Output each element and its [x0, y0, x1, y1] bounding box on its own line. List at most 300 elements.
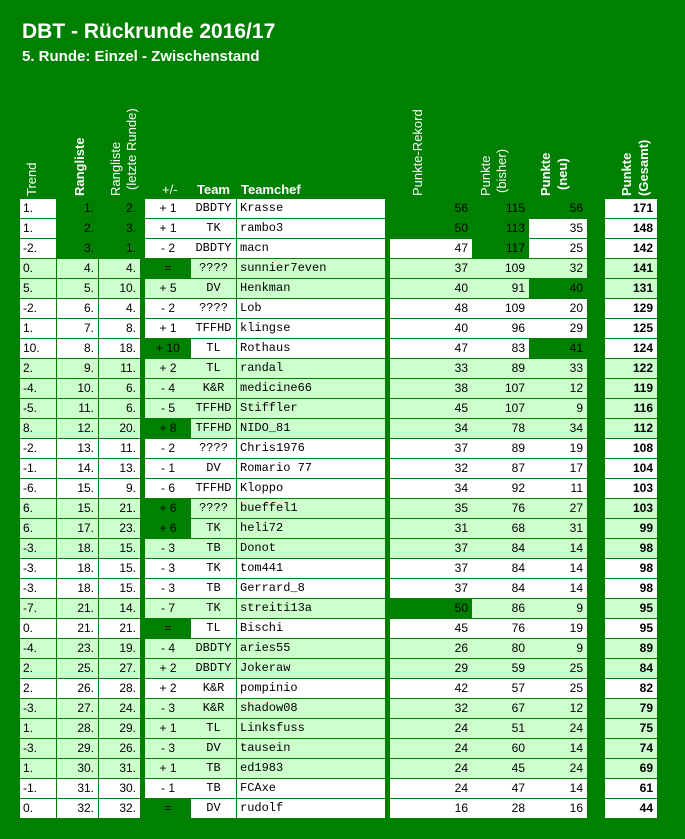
cell-rank: 5. — [57, 279, 98, 298]
cell-trend: 10. — [20, 339, 56, 358]
table-row — [0, 759, 685, 778]
cell-neu: 40 — [529, 279, 587, 298]
cell-last: 29. — [99, 719, 140, 738]
cell-bisher: 89 — [472, 439, 529, 458]
cell-rank: 21. — [57, 619, 98, 638]
cell-team: ???? — [191, 439, 236, 458]
cell-team: TL — [191, 619, 236, 638]
cell-rekord: 24 — [390, 779, 472, 798]
cell-pm: - 2 — [145, 239, 191, 258]
cell-bisher: 84 — [472, 559, 529, 578]
cell-bisher: 96 — [472, 319, 529, 338]
cell-gesamt: 129 — [605, 299, 657, 318]
cell-pm: - 3 — [145, 579, 191, 598]
header-bisher-1: Punkte — [478, 155, 493, 196]
cell-chef: streiti13a — [237, 599, 385, 618]
cell-gesamt: 61 — [605, 779, 657, 798]
cell-last: 8. — [99, 319, 140, 338]
cell-pm: - 3 — [145, 739, 191, 758]
cell-neu: 17 — [529, 459, 587, 478]
cell-rekord: 34 — [390, 479, 472, 498]
cell-last: 32. — [99, 799, 140, 818]
cell-gesamt: 141 — [605, 259, 657, 278]
cell-rank: 10. — [57, 379, 98, 398]
cell-gesamt: 104 — [605, 459, 657, 478]
cell-pm: + 2 — [145, 679, 191, 698]
cell-chef: medicine66 — [237, 379, 385, 398]
cell-rekord: 32 — [390, 699, 472, 718]
cell-bisher: 107 — [472, 399, 529, 418]
cell-neu: 35 — [529, 219, 587, 238]
cell-rank: 1. — [57, 199, 98, 218]
table-row — [0, 639, 685, 658]
cell-last: 4. — [99, 259, 140, 278]
cell-rekord: 24 — [390, 719, 472, 738]
header-team: Team — [197, 182, 230, 197]
cell-chef: NIDO_81 — [237, 419, 385, 438]
cell-gesamt: 95 — [605, 619, 657, 638]
cell-chef: Henkman — [237, 279, 385, 298]
table-row — [0, 199, 685, 218]
page-title: DBT - Rückrunde 2016/17 — [22, 20, 276, 43]
cell-chef: Chris1976 — [237, 439, 385, 458]
cell-bisher: 60 — [472, 739, 529, 758]
table-row — [0, 299, 685, 318]
cell-last: 2. — [99, 199, 140, 218]
cell-bisher: 117 — [472, 239, 529, 258]
cell-team: DV — [191, 279, 236, 298]
cell-gesamt: 69 — [605, 759, 657, 778]
table-row — [0, 799, 685, 818]
cell-pm: - 3 — [145, 539, 191, 558]
cell-rekord: 37 — [390, 259, 472, 278]
cell-rank: 26. — [57, 679, 98, 698]
cell-chef: Jokeraw — [237, 659, 385, 678]
cell-neu: 9 — [529, 639, 587, 658]
header-gesamt-1: Punkte — [619, 152, 634, 196]
table-row — [0, 219, 685, 238]
cell-bisher: 87 — [472, 459, 529, 478]
table-row — [0, 559, 685, 578]
cell-neu: 14 — [529, 579, 587, 598]
cell-pm: + 1 — [145, 719, 191, 738]
page-subtitle: 5. Runde: Einzel - Zwischenstand — [22, 48, 260, 65]
cell-team: TK — [191, 519, 236, 538]
cell-last: 18. — [99, 339, 140, 358]
cell-team: K&R — [191, 679, 236, 698]
table-row — [0, 699, 685, 718]
cell-rekord: 37 — [390, 439, 472, 458]
cell-rekord: 32 — [390, 459, 472, 478]
cell-chef: Rothaus — [237, 339, 385, 358]
table-row — [0, 239, 685, 258]
cell-bisher: 109 — [472, 259, 529, 278]
cell-rank: 25. — [57, 659, 98, 678]
cell-neu: 25 — [529, 679, 587, 698]
cell-trend: -3. — [20, 559, 56, 578]
cell-team: DBDTY — [191, 199, 236, 218]
cell-rekord: 37 — [390, 559, 472, 578]
cell-bisher: 80 — [472, 639, 529, 658]
cell-rank: 15. — [57, 479, 98, 498]
cell-rekord: 50 — [390, 599, 472, 618]
cell-rekord: 42 — [390, 679, 472, 698]
cell-neu: 9 — [529, 599, 587, 618]
cell-pm: - 1 — [145, 779, 191, 798]
table-row — [0, 539, 685, 558]
cell-rank: 7. — [57, 319, 98, 338]
cell-chef: Bischi — [237, 619, 385, 638]
cell-neu: 20 — [529, 299, 587, 318]
cell-pm: - 2 — [145, 439, 191, 458]
cell-trend: -3. — [20, 579, 56, 598]
cell-bisher: 84 — [472, 579, 529, 598]
header-bisher-2: (bisher) — [494, 148, 509, 193]
cell-trend: -5. — [20, 399, 56, 418]
cell-team: DBDTY — [191, 639, 236, 658]
cell-rekord: 31 — [390, 519, 472, 538]
cell-gesamt: 98 — [605, 559, 657, 578]
cell-pm: + 6 — [145, 499, 191, 518]
cell-rank: 14. — [57, 459, 98, 478]
cell-last: 21. — [99, 499, 140, 518]
cell-last: 9. — [99, 479, 140, 498]
cell-chef: sunnier7even — [237, 259, 385, 278]
table-row — [0, 779, 685, 798]
cell-rekord: 29 — [390, 659, 472, 678]
cell-pm: + 8 — [145, 419, 191, 438]
header-rekord: Punkte-Rekord — [410, 109, 425, 196]
cell-neu: 32 — [529, 259, 587, 278]
cell-chef: Stiffler — [237, 399, 385, 418]
cell-last: 28. — [99, 679, 140, 698]
cell-neu: 16 — [529, 799, 587, 818]
cell-chef: Gerrard_8 — [237, 579, 385, 598]
cell-bisher: 115 — [472, 199, 529, 218]
cell-rekord: 33 — [390, 359, 472, 378]
cell-neu: 31 — [529, 519, 587, 538]
cell-last: 19. — [99, 639, 140, 658]
cell-trend: -3. — [20, 699, 56, 718]
cell-bisher: 76 — [472, 619, 529, 638]
cell-chef: rudolf — [237, 799, 385, 818]
cell-last: 24. — [99, 699, 140, 718]
cell-gesamt: 119 — [605, 379, 657, 398]
cell-rank: 29. — [57, 739, 98, 758]
table-row — [0, 619, 685, 638]
cell-neu: 14 — [529, 779, 587, 798]
cell-team: DV — [191, 739, 236, 758]
cell-pm: + 1 — [145, 759, 191, 778]
cell-gesamt: 103 — [605, 499, 657, 518]
table-row — [0, 439, 685, 458]
cell-team: TL — [191, 719, 236, 738]
cell-chef: pompinio — [237, 679, 385, 698]
cell-trend: -1. — [20, 779, 56, 798]
cell-last: 6. — [99, 399, 140, 418]
cell-bisher: 67 — [472, 699, 529, 718]
cell-pm: - 7 — [145, 599, 191, 618]
cell-neu: 9 — [529, 399, 587, 418]
cell-pm: + 2 — [145, 659, 191, 678]
cell-team: DV — [191, 799, 236, 818]
cell-trend: -4. — [20, 379, 56, 398]
table-row — [0, 479, 685, 498]
header-plusminus: +/- — [162, 182, 178, 197]
cell-gesamt: 131 — [605, 279, 657, 298]
cell-rank: 31. — [57, 779, 98, 798]
cell-rank: 2. — [57, 219, 98, 238]
cell-trend: 0. — [20, 619, 56, 638]
cell-bisher: 91 — [472, 279, 529, 298]
table-row — [0, 659, 685, 678]
cell-rank: 11. — [57, 399, 98, 418]
cell-trend: 6. — [20, 499, 56, 518]
cell-bisher: 89 — [472, 359, 529, 378]
cell-gesamt: 99 — [605, 519, 657, 538]
cell-rekord: 24 — [390, 739, 472, 758]
cell-gesamt: 84 — [605, 659, 657, 678]
cell-pm: - 1 — [145, 459, 191, 478]
cell-chef: randal — [237, 359, 385, 378]
cell-team: TFFHD — [191, 419, 236, 438]
cell-rank: 13. — [57, 439, 98, 458]
cell-rekord: 35 — [390, 499, 472, 518]
cell-neu: 27 — [529, 499, 587, 518]
cell-pm: - 4 — [145, 379, 191, 398]
cell-rekord: 40 — [390, 319, 472, 338]
cell-rekord: 56 — [390, 199, 472, 218]
cell-neu: 25 — [529, 659, 587, 678]
cell-last: 20. — [99, 419, 140, 438]
cell-pm: + 1 — [145, 319, 191, 338]
cell-pm: + 2 — [145, 359, 191, 378]
cell-trend: -2. — [20, 299, 56, 318]
cell-bisher: 51 — [472, 719, 529, 738]
cell-rank: 23. — [57, 639, 98, 658]
cell-chef: macn — [237, 239, 385, 258]
cell-pm: + 1 — [145, 199, 191, 218]
cell-rank: 32. — [57, 799, 98, 818]
cell-neu: 12 — [529, 699, 587, 718]
table-row — [0, 259, 685, 278]
cell-gesamt: 79 — [605, 699, 657, 718]
cell-trend: -3. — [20, 539, 56, 558]
cell-pm: + 10 — [145, 339, 191, 358]
cell-chef: FCAxe — [237, 779, 385, 798]
cell-team: TB — [191, 759, 236, 778]
cell-trend: 2. — [20, 359, 56, 378]
cell-team: TK — [191, 599, 236, 618]
cell-team: TL — [191, 359, 236, 378]
cell-gesamt: 116 — [605, 399, 657, 418]
cell-trend: -2. — [20, 439, 56, 458]
cell-team: TB — [191, 579, 236, 598]
cell-neu: 29 — [529, 319, 587, 338]
cell-pm: - 3 — [145, 559, 191, 578]
cell-team: TFFHD — [191, 479, 236, 498]
cell-pm: = — [145, 619, 191, 638]
header-rangliste: Rangliste — [72, 137, 87, 196]
cell-gesamt: 124 — [605, 339, 657, 358]
header-neu-2: (neu) — [555, 158, 570, 190]
cell-rekord: 16 — [390, 799, 472, 818]
cell-neu: 14 — [529, 559, 587, 578]
table-row — [0, 319, 685, 338]
cell-chef: Romario 77 — [237, 459, 385, 478]
cell-rekord: 37 — [390, 579, 472, 598]
cell-bisher: 59 — [472, 659, 529, 678]
cell-trend: 1. — [20, 319, 56, 338]
cell-chef: bueffel1 — [237, 499, 385, 518]
cell-neu: 34 — [529, 419, 587, 438]
cell-trend: 1. — [20, 219, 56, 238]
cell-team: TFFHD — [191, 319, 236, 338]
cell-gesamt: 74 — [605, 739, 657, 758]
table-row — [0, 279, 685, 298]
cell-pm: - 3 — [145, 699, 191, 718]
header-rangliste-letzte-1: Rangliste — [108, 141, 123, 196]
cell-pm: - 4 — [145, 639, 191, 658]
cell-trend: 5. — [20, 279, 56, 298]
cell-team: K&R — [191, 379, 236, 398]
cell-chef: Krasse — [237, 199, 385, 218]
cell-rank: 28. — [57, 719, 98, 738]
cell-team: K&R — [191, 699, 236, 718]
cell-rekord: 47 — [390, 239, 472, 258]
cell-bisher: 109 — [472, 299, 529, 318]
cell-last: 4. — [99, 299, 140, 318]
cell-rekord: 47 — [390, 339, 472, 358]
cell-rekord: 37 — [390, 539, 472, 558]
cell-gesamt: 171 — [605, 199, 657, 218]
cell-trend: -4. — [20, 639, 56, 658]
cell-chef: heli72 — [237, 519, 385, 538]
cell-trend: 1. — [20, 199, 56, 218]
header-teamchef: Teamchef — [241, 182, 301, 197]
cell-rekord: 45 — [390, 399, 472, 418]
table-row — [0, 739, 685, 758]
cell-gesamt: 125 — [605, 319, 657, 338]
cell-trend: -7. — [20, 599, 56, 618]
cell-chef: tausein — [237, 739, 385, 758]
cell-last: 27. — [99, 659, 140, 678]
cell-pm: + 6 — [145, 519, 191, 538]
cell-team: ???? — [191, 499, 236, 518]
table-row — [0, 459, 685, 478]
cell-rekord: 48 — [390, 299, 472, 318]
cell-chef: Donot — [237, 539, 385, 558]
cell-rank: 15. — [57, 499, 98, 518]
cell-neu: 25 — [529, 239, 587, 258]
cell-trend: -3. — [20, 739, 56, 758]
cell-gesamt: 82 — [605, 679, 657, 698]
cell-rank: 9. — [57, 359, 98, 378]
cell-last: 1. — [99, 239, 140, 258]
cell-trend: 1. — [20, 759, 56, 778]
table-row — [0, 679, 685, 698]
cell-rank: 21. — [57, 599, 98, 618]
cell-neu: 19 — [529, 619, 587, 638]
cell-last: 11. — [99, 439, 140, 458]
cell-rank: 4. — [57, 259, 98, 278]
cell-neu: 11 — [529, 479, 587, 498]
cell-trend: 0. — [20, 259, 56, 278]
cell-bisher: 83 — [472, 339, 529, 358]
cell-last: 13. — [99, 459, 140, 478]
cell-bisher: 107 — [472, 379, 529, 398]
table-row — [0, 499, 685, 518]
cell-bisher: 45 — [472, 759, 529, 778]
cell-bisher: 92 — [472, 479, 529, 498]
table-row — [0, 399, 685, 418]
cell-chef: aries55 — [237, 639, 385, 658]
cell-chef: Kloppo — [237, 479, 385, 498]
cell-trend: 2. — [20, 679, 56, 698]
cell-neu: 33 — [529, 359, 587, 378]
cell-trend: -2. — [20, 239, 56, 258]
cell-bisher: 57 — [472, 679, 529, 698]
table-row — [0, 379, 685, 398]
cell-gesamt: 122 — [605, 359, 657, 378]
cell-gesamt: 148 — [605, 219, 657, 238]
cell-bisher: 76 — [472, 499, 529, 518]
cell-pm: + 1 — [145, 219, 191, 238]
cell-pm: - 5 — [145, 399, 191, 418]
cell-rank: 6. — [57, 299, 98, 318]
cell-team: DBDTY — [191, 659, 236, 678]
cell-last: 11. — [99, 359, 140, 378]
cell-rekord: 50 — [390, 219, 472, 238]
table-row — [0, 599, 685, 618]
cell-neu: 41 — [529, 339, 587, 358]
cell-last: 15. — [99, 579, 140, 598]
cell-chef: Linksfuss — [237, 719, 385, 738]
cell-rank: 30. — [57, 759, 98, 778]
header-rangliste-letzte-2: (letzte Runde) — [124, 108, 139, 190]
cell-team: TK — [191, 559, 236, 578]
cell-trend: 6. — [20, 519, 56, 538]
cell-rank: 18. — [57, 539, 98, 558]
cell-team: DBDTY — [191, 239, 236, 258]
cell-bisher: 78 — [472, 419, 529, 438]
cell-rank: 17. — [57, 519, 98, 538]
cell-rank: 18. — [57, 579, 98, 598]
cell-gesamt: 89 — [605, 639, 657, 658]
cell-bisher: 47 — [472, 779, 529, 798]
cell-trend: 2. — [20, 659, 56, 678]
cell-rekord: 45 — [390, 619, 472, 638]
cell-bisher: 28 — [472, 799, 529, 818]
table-row — [0, 719, 685, 738]
cell-bisher: 84 — [472, 539, 529, 558]
cell-neu: 19 — [529, 439, 587, 458]
cell-chef: tom441 — [237, 559, 385, 578]
cell-team: TB — [191, 539, 236, 558]
header-trend: Trend — [24, 162, 39, 196]
cell-rekord: 26 — [390, 639, 472, 658]
cell-neu: 24 — [529, 719, 587, 738]
cell-team: ???? — [191, 259, 236, 278]
cell-neu: 56 — [529, 199, 587, 218]
cell-bisher: 86 — [472, 599, 529, 618]
cell-gesamt: 98 — [605, 579, 657, 598]
table-row — [0, 579, 685, 598]
cell-gesamt: 142 — [605, 239, 657, 258]
cell-last: 26. — [99, 739, 140, 758]
cell-pm: = — [145, 259, 191, 278]
cell-trend: 1. — [20, 719, 56, 738]
